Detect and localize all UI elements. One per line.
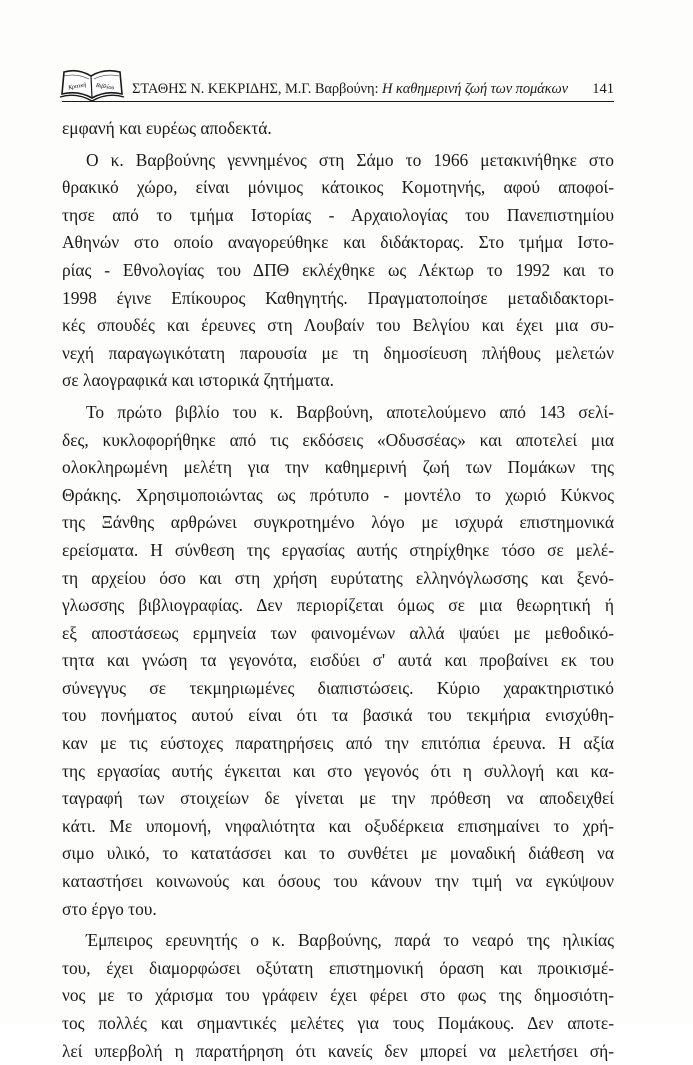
header-author: ΣΤΑΘΗΣ Ν. ΚΕΚΡΙΔΗΣ,: [132, 81, 282, 97]
text-line: στο έργο του.: [62, 898, 157, 919]
text-line: κάτι. Με υπομονή, νηφαλιότητα και οξυδέρκεια επισημαίνει το χρή-: [62, 815, 614, 836]
text-line: γλωσσης βιβλιογραφίας. Δεν περιορίζεται όμως σε μια θεωρητική ή: [62, 595, 614, 616]
text-line: σιμο υλικό, το κατατάσσει και το συνθέτει με μοναδική διάθεση να: [62, 843, 614, 864]
text-line: Θράκης. Χρησιμοποιώντας ως πρότυπο - μοντέλο το χωριό Κύκνος: [62, 484, 614, 505]
text-line: ολοκληρωμένη μελέτη για την καθημερινή ζωή των Πομάκων της: [62, 457, 614, 478]
text-line: θρακικό χώρο, είναι μόνιμος κάτοικος Κομοτηνής, αφού αποφοί-: [62, 177, 614, 198]
text-line: του πονήματος αυτού είναι ότι τα βασικά του τεκμήρια ενισχύθη-: [62, 705, 614, 726]
text-line: Το πρώτο βιβλίο του κ. Βαρβούνη, αποτελούμενο από 143 σελί-: [86, 401, 614, 422]
text-line: της εργασίας αυτής έγκειται και στο γεγονός ότι η συλλογή και κα-: [62, 760, 614, 781]
text-line: νος με το χάρισμα του γράφειν έχει φέρει στο φως της δημοσιότη-: [62, 985, 614, 1006]
svg-text:Βιβλίου: Βιβλίου: [95, 82, 115, 92]
text-line: Ο κ. Βαρβούνης γεννημένος στη Σάμο το 1966 μετακινήθηκε στο: [86, 149, 614, 170]
header-citation: [132, 81, 568, 98]
text-line: εμφανή και ευρέως αποδεκτά.: [62, 118, 272, 138]
text-line: Έμπειρος ερευνητής ο κ. Βαρβούνης, παρά το νεαρό της ηλικίας: [86, 930, 614, 951]
paragraph: [62, 115, 614, 143]
text-line: σύνεγγυς σε τεκμηριωμένες διαπιστώσεις. Κύριο χαρακτηριστικό: [62, 677, 614, 698]
paragraph: [62, 147, 614, 395]
text-line: τος πολλές και σημαντικές μελέτες για τους Πομάκους. Δεν αποτε-: [62, 1013, 614, 1033]
text-line: καν με τις εύστοχες παρατηρήσεις από την επιτόπια έρευνα. Η αξία: [62, 733, 614, 754]
open-book-logo-icon: [58, 64, 126, 104]
running-header: [58, 64, 614, 104]
header-reviewed-author: Μ.Γ. Βαρβούνη:: [284, 81, 379, 97]
text-line: τη αρχείου όσο και στη χρήση ευρύτατης ελληνόγλωσσης και ξενό-: [62, 567, 614, 588]
body-text: [62, 115, 614, 1065]
text-line: ερείσματα. Η σύνθεση της εργασίας αυτής στηρίχθηκε τόσο σε μελέ-: [62, 539, 614, 560]
text-line: ρίας - Εθνολογίας του ΔΠΘ εκλέχθηκε ως Λέκτωρ το 1992 και το: [62, 259, 614, 280]
text-line: καταστήσει κοινωνούς και όσους του κάνουν την τιμή να εγκύψουν: [62, 871, 614, 892]
header-book-title: Η καθημερινή ζωή των πομάκων: [381, 81, 569, 97]
svg-text:Κριτική: Κριτική: [67, 82, 87, 92]
text-line: νεχή παραγωγικότατη παρουσία με τη δημοσίευση πλήθους μελετών: [62, 342, 614, 363]
text-line: τητα και γνώση τα γεγονότα, εισδύει σ' αυτά και προβαίνει εκ του: [62, 650, 614, 671]
text-line: λεί υπερβολή η παρατήρηση ότι κανείς δεν μπορεί να μελετήσει σή-: [62, 1040, 614, 1061]
text-line: τησε από το τμήμα Ιστορίας - Αρχαιολογίας του Πανεπιστημίου: [62, 204, 614, 225]
text-line: δες, κυκλοφορήθηκε από τις εκδόσεις «Οδυσσέας» και αποτελεί μια: [62, 429, 614, 450]
text-line: 1998 έγινε Επίκουρος Καθηγητής. Πραγματοποίησε μεταδιδακτορι-: [62, 287, 614, 308]
paragraph: [62, 927, 614, 1065]
header-rule: [62, 101, 614, 102]
text-line: σε λαογραφικά και ιστορικά ζητήματα.: [62, 370, 335, 391]
text-line: Αθηνών στο οποίο αναγορεύθηκε και διδάκτορας. Στο τμήμα Ιστο-: [62, 232, 614, 253]
text-line: εξ αποστάσεως ερμηνεία των φαινομένων αλλά ψαύει με μεθοδικό-: [62, 622, 614, 643]
text-line: κές σπουδές και έρευνες στη Λουβαίν του Βελγίου και έχει μια συ-: [62, 315, 614, 336]
text-line: της Ξάνθης αρθρώνει συγκροτημένο λόγο με ισχυρά επιστημονικά: [62, 512, 614, 533]
text-line: του, έχει διαμορφώσει οξύτατη επιστημονική όραση και προικισμέ-: [62, 957, 614, 978]
paragraph: [62, 399, 614, 923]
text-line: ταγραφή των στοιχείων δε γίνεται με την πρόθεση να αποδειχθεί: [62, 788, 614, 809]
page-number: 141: [592, 81, 614, 97]
